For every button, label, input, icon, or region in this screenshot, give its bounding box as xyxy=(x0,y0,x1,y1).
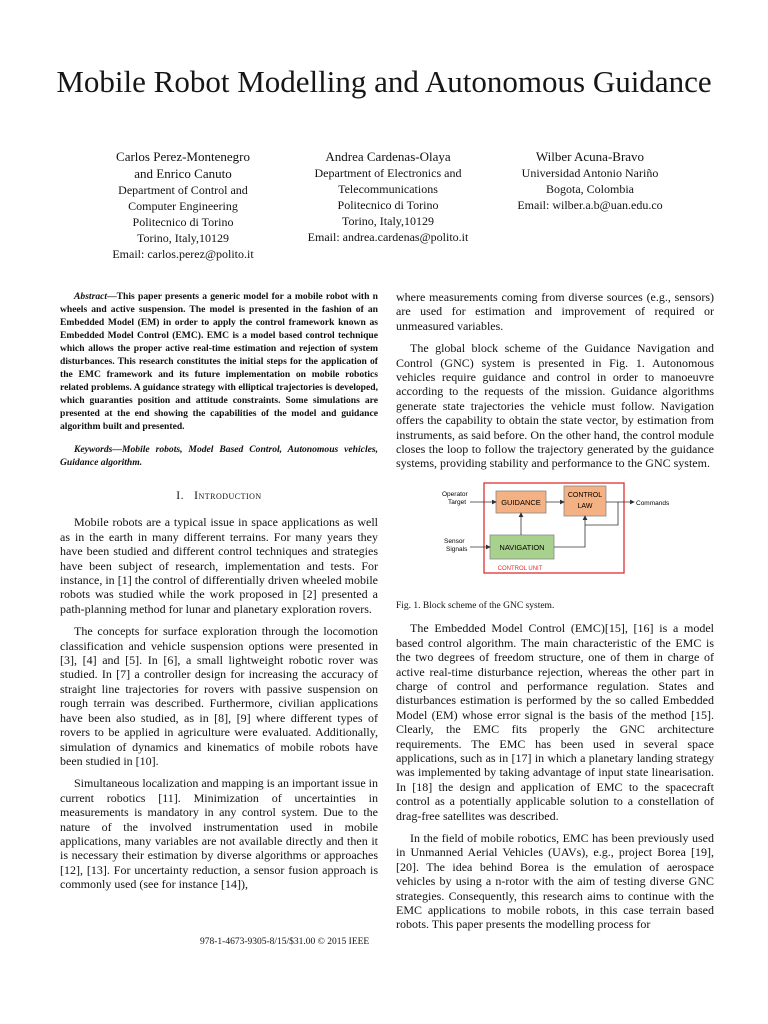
paper-title: Mobile Robot Modelling and Autonomous Guidance xyxy=(56,64,712,99)
abstract xyxy=(60,290,378,433)
author-affiliation: Torino, Italy,10129 xyxy=(136,231,230,245)
commands-label: Commands xyxy=(636,499,670,507)
paragraph: The concepts for surface exploration through the locomotion classification and vehicle suspension options were presented in [3], [4] and [5]. In [6], a small lightweight robotic rover was studied. In [7] a controller design for increasing the accuracy of straight line trajectories for rovers with passive suspension on rough terrain was described. Furthermore, civilian applications have been also studied, as in [8], [9] where different types of rovers to be applied in agriculture were evaluated. Additionally, simulation of dynamics and kinematics of mobile robots have been studied in [10]. xyxy=(60,624,378,768)
sensor-signals-label: Sensor xyxy=(444,537,465,545)
author-block xyxy=(0,148,768,263)
paragraph: where measurements coming from diverse sources (e.g., sensors) are used for estimation and improvement of required or unmeasured variables. xyxy=(396,290,714,333)
control-law-label: LAW xyxy=(577,502,593,510)
author-name: Wilber Acuna-Bravo xyxy=(535,149,645,164)
section-heading xyxy=(60,489,378,503)
figure-caption: Fig. 1. Block scheme of the GNC system. xyxy=(396,600,555,611)
author-name: Carlos Perez-Montenegro xyxy=(116,149,250,164)
section-number: I. xyxy=(176,490,184,502)
left-column xyxy=(60,290,378,900)
author-name: Andrea Cardenas-Olaya xyxy=(325,149,451,164)
abstract-label: Abstract xyxy=(74,291,108,302)
author-name: and Enrico Canuto xyxy=(134,166,232,181)
right-column xyxy=(396,290,714,940)
paragraph: Mobile robots are a typical issue in space applications as well as in the earth in many different terrains. For many years they have been studied and different control techniques and strategies have been subject of research, implementation and tests. For instance, in [1] the control of differentially driven wheeled mobile robots was studied while the work proposed in [2] presented a path-planning method for lunar and planetary exploration rovers. xyxy=(60,515,378,616)
arrow-navigation-control xyxy=(554,516,585,547)
author-3 xyxy=(500,148,680,213)
control-law-label: CONTROL xyxy=(567,491,603,499)
author-affiliation: Telecommunications xyxy=(338,182,438,196)
author-1 xyxy=(98,148,268,262)
control-law-block xyxy=(564,486,606,516)
author-affiliation: Department of Electronics and xyxy=(314,166,462,180)
author-affiliation: Department of Control and xyxy=(118,183,248,197)
keywords xyxy=(60,443,378,469)
control-unit-label: CONTROL UNIT xyxy=(497,565,543,572)
author-affiliation: Politecnico di Torino xyxy=(337,198,439,212)
author-affiliation: Bogota, Colombia xyxy=(546,182,634,196)
paragraph: In the field of mobile robotics, EMC has been previously used in Unmanned Aerial Vehicles (UAVs), e.g., project Borea [19], [20]. The idea behind Borea is the emulation of aerospace vehicles by using a n-rotor with the aim of testing diverse GNC strategies. Consequently, this research aims to continue with the EMC applications to mobile robots, in this case terrain based robots. This paper presents the modelling process for xyxy=(396,830,714,932)
guidance-label: GUIDANCE xyxy=(501,497,541,507)
keywords-label: Keywords xyxy=(74,444,113,455)
block-diagram xyxy=(440,481,680,577)
author-affiliation: Politecnico di Torino xyxy=(132,215,234,229)
author-email: Email: wilber.a.b@uan.edu.co xyxy=(517,198,663,212)
sensor-signals-label: Signals xyxy=(446,545,468,553)
paragraph: Simultaneous localization and mapping is an important issue in current robotics [11]. Minimization of uncertainties in measurements is mandatory in any control system. Due to the nature of the involved instrumentation used in mobile applications, many variables are not available directly and then it is necessary their estimation by diverse algorithms or approaches [12], [13]. For uncertainty reduction, a sensor fusion approach is commonly used (see for instance [14]), xyxy=(60,776,378,892)
navigation-label: NAVIGATION xyxy=(499,542,545,552)
paragraph: The global block scheme of the Guidance Navigation and Control (GNC) system is presented in Fig. 1. Autonomous vehicles require guidance and control in order to manoeuvre according to the requests of the mission. Guidance algorithms generate state trajectories the vehicle must follow. Navigation offers the capability to obtain the state vector, by estimation from instruments, as said before. On the other hand, the control module closes the loop to follow the trajectory generated by the guidance systems, providing stability and performance to the GNC system. xyxy=(396,341,714,471)
author-affiliation: Torino, Italy,10129 xyxy=(341,214,435,228)
figure-gnc-block-scheme xyxy=(396,481,714,599)
keywords-text: —Mobile robots, Model Based Control, Autonomous vehicles, Guidance algorithm. xyxy=(60,444,378,468)
operator-target-label: Target xyxy=(448,498,467,506)
section-title: Introduction xyxy=(194,490,262,502)
author-affiliation: Universidad Antonio Nariño xyxy=(521,166,659,180)
copyright-footer: 978-1-4673-9305-8/15/$31.00 © 2015 IEEE xyxy=(200,937,370,947)
paragraph: The Embedded Model Control (EMC)[15], [16] is a model based control algorithm. The main characteristic of the EMC is the two degrees of freedom structure, one of them in charge of active real-time disturbance rejection, whereas the other part in charge of control and performance regulation. States and disturbances estimation is performed by the so called Embedded Model (EM) whose error signal is the basis of the method [15]. Clearly, the EMC fits properly the GNC architecture requirements. The EMC has been used in several space applications, such as in [17] in which a planetary landing strategy was implemented by taking advantage of input state linearisation. In [18] the design and application of EMC to the spacecraft control as a potentially applicable solution to a constellation of drag-free satellites was described. xyxy=(396,621,714,823)
abstract-text: —This paper presents a generic model for a mobile robot with n wheels and active suspension. The model is presented in the fashion of an Embedded Model (EM) in order to apply the control framework known as Embedded Model Control (EMC). EMC is a model based control technique which allows the proper active real-time estimation and rejection of system disturbances. This research constitutes the initial steps for the application of the EMC framework and its future implementation on mobile robotics related problems. A guidance strategy with elliptical trajectories is developed, which guaranties position and attitude constraints. Some simulations are presented at the end showing the capabilities of the model and guidance algorithm built and presented. xyxy=(60,291,378,432)
author-email: Email: andrea.cardenas@polito.it xyxy=(307,230,469,244)
author-2 xyxy=(288,148,488,245)
author-affiliation: Computer Engineering xyxy=(128,199,238,213)
operator-target-label: Operator xyxy=(442,490,468,498)
author-email: Email: carlos.perez@polito.it xyxy=(112,247,254,261)
